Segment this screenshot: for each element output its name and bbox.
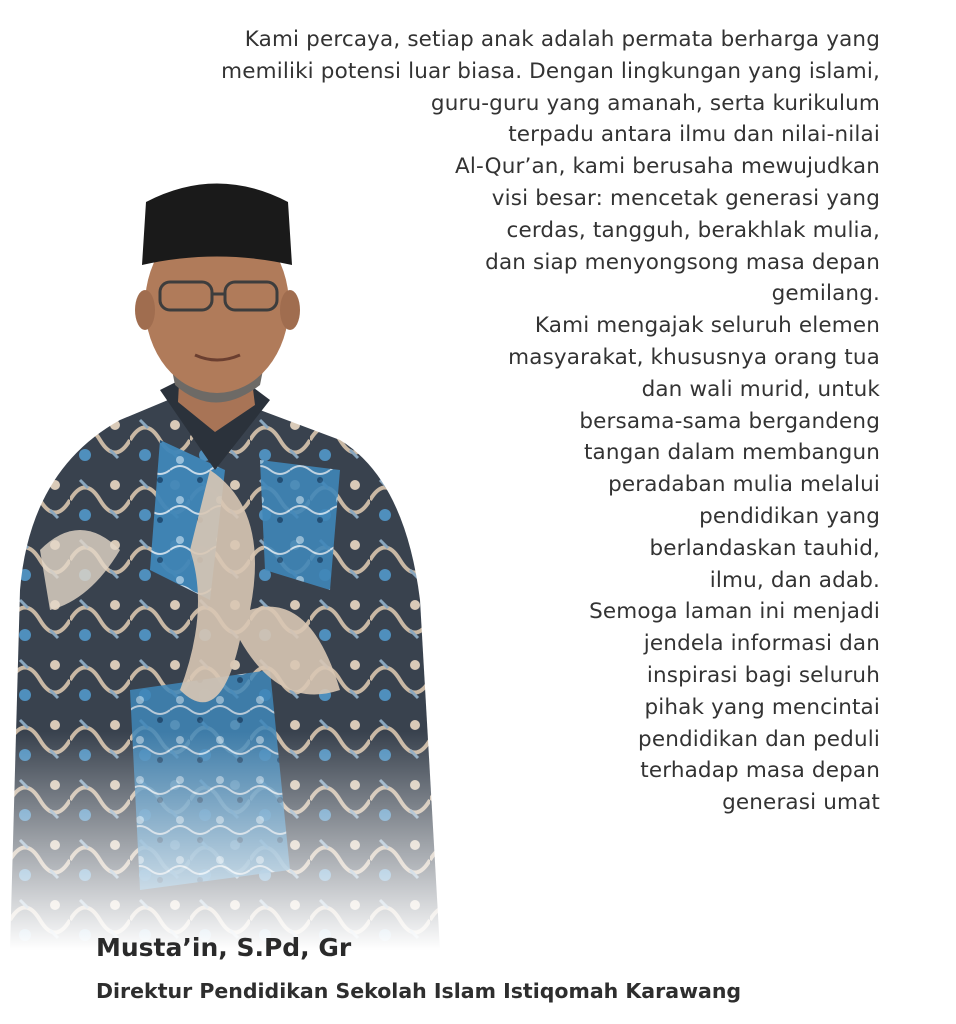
message-line: terhadap masa depan	[640, 758, 880, 784]
message-line: Al-Qur’an, kami berusaha mewujudkan	[454, 154, 880, 180]
message-line: memiliki potensi luar biasa. Dengan lingkungan yang islami,	[221, 58, 880, 84]
message-line: gemilang.	[771, 281, 880, 307]
message-line: pihak yang mencintai	[644, 694, 880, 720]
signature-block	[96, 930, 916, 1006]
message-line: visi besar: mencetak generasi yang	[491, 185, 880, 211]
welcome-message	[120, 24, 880, 819]
message-line: pendidikan yang	[699, 503, 880, 529]
message-line: bersama-sama bergandeng	[579, 408, 880, 434]
message-line: berlandaskan tauhid,	[649, 535, 880, 561]
director-role: Direktur Pendidikan Sekolah Islam Istiqomah Karawang	[96, 979, 742, 1003]
message-line: tangan dalam membangun	[583, 440, 880, 466]
message-line: terpadu antara ilmu dan nilai-nilai	[508, 122, 880, 148]
message-line: inspirasi bagi seluruh	[646, 662, 880, 688]
message-line: jendela informasi dan	[643, 631, 880, 657]
message-line: dan siap menyongsong masa depan	[485, 249, 880, 275]
message-line: Semoga laman ini menjadi	[589, 599, 880, 625]
message-line: pendidikan dan peduli	[638, 726, 880, 752]
director-name: Musta’in, S.Pd, Gr	[96, 933, 352, 962]
message-line: guru-guru yang amanah, serta kurikulum	[430, 90, 880, 116]
message-line: Kami mengajak seluruh elemen	[534, 313, 880, 339]
message-line: cerdas, tangguh, berakhlak mulia,	[506, 217, 880, 243]
message-line: Kami percaya, setiap anak adalah permata berharga yang	[244, 27, 880, 52]
message-line: ilmu, dan adab.	[709, 567, 880, 593]
message-line: masyarakat, khususnya orang tua	[508, 344, 880, 370]
message-line: dan wali murid, untuk	[641, 376, 880, 402]
message-line: peradaban mulia melalui	[608, 472, 880, 498]
message-line: generasi umat	[722, 790, 880, 816]
